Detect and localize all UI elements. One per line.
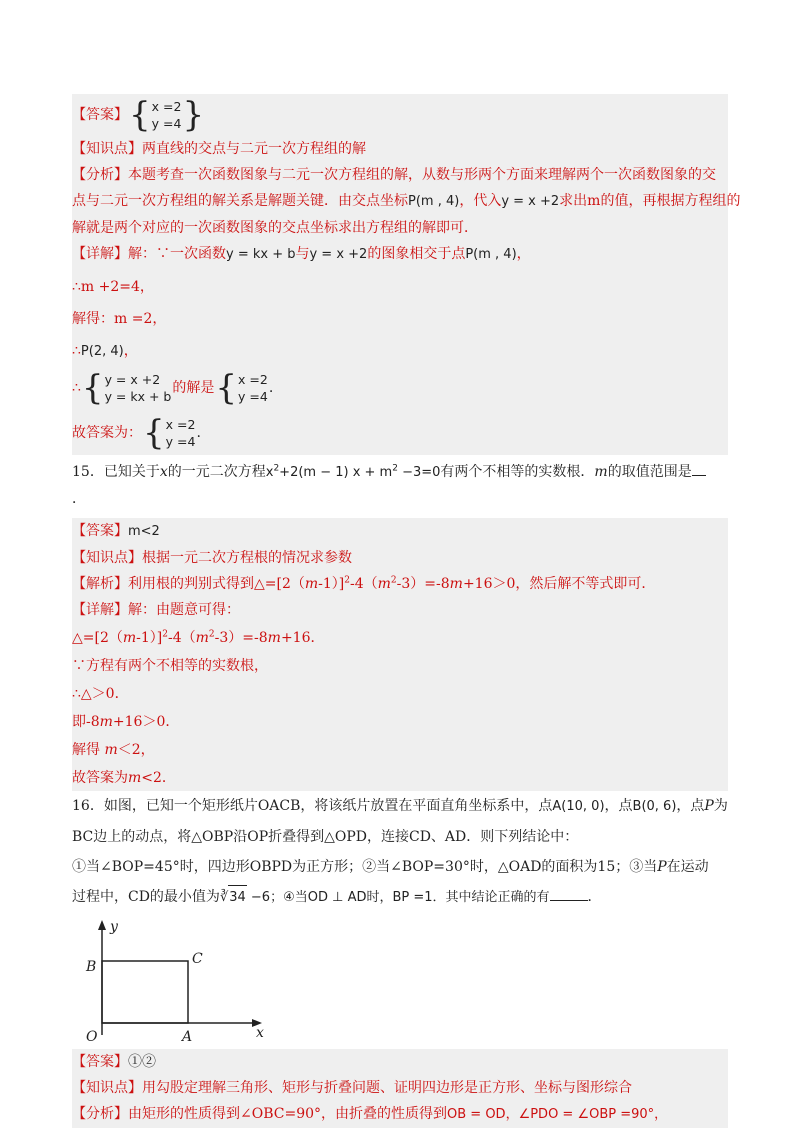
q14-detail-line3 [72, 306, 728, 332]
analysis-text: 由矩形的性质得到∠OBC=90°，由折叠的性质得到 [128, 1106, 448, 1122]
math-expr: −6；④当OD ⊥ AD时，BP =1．其中结论正确的有 [246, 890, 550, 905]
math-expr: y = kx + b [226, 247, 296, 262]
variable: m [449, 576, 463, 592]
variable: m [122, 630, 137, 646]
q16-answer-row [72, 1049, 728, 1075]
figure-svg [72, 917, 292, 1045]
knowledge-label: 【知识点】 [72, 141, 142, 157]
document-page [72, 94, 741, 1128]
detail-text: . [196, 425, 201, 441]
detail-text: <2． [141, 770, 176, 786]
q14-analysis-line2 [72, 188, 741, 215]
detail-text: 与 [295, 246, 310, 262]
rectangle-oacb [102, 961, 188, 1023]
detail-text: 故答案为： [72, 425, 142, 441]
detail-text: +16＞0． [112, 714, 180, 730]
math-expr: P(m , 4) [408, 194, 460, 209]
variable: m [304, 576, 319, 592]
superscript: 2 [392, 463, 398, 474]
q14-detail-line5 [72, 367, 728, 409]
variable: m [195, 630, 209, 646]
detail-text: 即-8 [72, 714, 100, 730]
q14-analysis-line3 [72, 215, 728, 241]
equation [266, 465, 441, 480]
q15-detail-line6 [72, 737, 728, 763]
superscript: 2 [208, 629, 215, 640]
equation-system: { x =2 y =4 } [129, 95, 205, 135]
system-row: y =4 [238, 389, 268, 404]
detail-label: 【详解】 [72, 246, 128, 262]
x-axis-label: x [256, 1025, 264, 1041]
answer-blank [692, 461, 706, 476]
y-axis-label: y [110, 919, 118, 935]
math-expr: x [265, 465, 274, 480]
variable: P [657, 859, 667, 875]
system-row: y = kx + b [104, 389, 172, 404]
q14-solution [72, 94, 741, 455]
superscript: 2 [273, 463, 280, 474]
system-row: y = x +2 [104, 372, 161, 387]
detail-label: 【详解】 [72, 602, 128, 618]
detail-text: △=[2（ [72, 630, 123, 646]
y-axis-arrow [98, 920, 106, 930]
question-text: 16．如图，已知一个矩形纸片OACB，将该纸片放置在平面直角坐标系中，点 [72, 798, 553, 814]
q16-stem-line2 [72, 824, 728, 850]
variable: m [128, 770, 142, 786]
q15-knowledge-row [72, 545, 728, 571]
variable: m [104, 742, 118, 758]
superscript: 2 [344, 575, 350, 586]
math-expr: P(2, 4) [80, 344, 124, 359]
analysis-text: 求出m的值，再根据方程组的 [559, 193, 741, 209]
variable: m [267, 630, 281, 646]
q16-question [72, 793, 728, 1045]
q15-solution [72, 518, 728, 791]
q15-detail-line3 [72, 653, 728, 679]
detail-text: -3）=-8 [214, 630, 268, 646]
analysis-text: -1）] [318, 576, 345, 592]
point-b-label: B [86, 959, 97, 975]
variable: x [159, 464, 168, 480]
analysis-text: -4（ [350, 576, 378, 592]
analysis-label: 【分析】 [72, 167, 128, 183]
q15-detail-line5 [72, 709, 728, 735]
variable: m [99, 714, 113, 730]
math-expr: A(10, 0) [552, 799, 605, 814]
point-a-label: A [182, 1029, 193, 1045]
superscript: 2 [162, 629, 168, 640]
detail-text: ∴m +2=4， [72, 279, 154, 295]
math-expr: y = x +2 [309, 247, 368, 262]
detail-text: ， [516, 246, 531, 262]
q15-analysis-row [72, 571, 728, 597]
system-row: x =2 [165, 417, 196, 432]
point-c-label: C [192, 951, 203, 967]
analysis-text: +16＞0，然后解不等式即可． [462, 576, 656, 592]
question-text: 在运动 [666, 859, 709, 875]
q15-detail-line7 [72, 765, 728, 791]
detail-text: . [268, 380, 274, 396]
superscript: 2 [390, 575, 397, 586]
q14-detail-line2 [72, 274, 728, 300]
question-text: 的取值范围是 [607, 464, 692, 480]
q14-detail-line1 [72, 241, 728, 268]
q14-detail-line6 [72, 411, 728, 455]
equation-system: { x =2 y =4 [143, 413, 196, 453]
variable: m [377, 576, 391, 592]
analysis-label: 【解析】 [72, 576, 128, 592]
square-root: ∛ 34 [220, 885, 247, 910]
knowledge-label: 【知识点】 [72, 550, 142, 566]
knowledge-text: 两直线的交点与二元一次方程组的解 [142, 141, 366, 157]
q15-stem-line2 [72, 486, 728, 512]
question-text: ． [587, 889, 602, 905]
knowledge-text: 根据一元二次方程根的情况求参数 [142, 550, 352, 566]
knowledge-text: 用勾股定理解三角形、矩形与折叠问题、证明四边形是正方形、坐标与图形综合 [142, 1080, 632, 1096]
q16-stem-line4 [72, 884, 728, 911]
q15-question [72, 459, 728, 512]
variable: P [704, 798, 714, 814]
detail-text: 的图象相交于点 [367, 246, 466, 262]
system-row: y =4 [151, 116, 182, 131]
q15-detail-line2 [72, 625, 728, 651]
question-text: 过程中，CD的最小值为 [72, 889, 220, 905]
analysis-text: 点与二元一次方程组的解关系是解题关键．由交点坐标 [72, 193, 408, 209]
analysis-label: 【分析】 [72, 1106, 128, 1122]
detail-text: ∴△＞0． [72, 686, 129, 702]
detail-text: -1）] [136, 630, 163, 646]
analysis-text: 本题考查一次函数图象与二元一次方程组的解，从数与形两个方面来理解两个一次函数图象的交 [128, 167, 716, 183]
q14-detail-line4 [72, 338, 728, 365]
question-text: 的一元二次方程 [167, 464, 266, 480]
answer-text: ①② [128, 1054, 156, 1070]
detail-text: 解得：m =2， [72, 311, 167, 327]
question-text: 为 [713, 798, 728, 814]
q16-analysis-row [72, 1101, 728, 1128]
analysis-text: 利用根的判别式得到△=[2（ [128, 576, 305, 592]
question-text: 15．已知关于 [72, 464, 160, 480]
q16-stem-line3 [72, 854, 728, 880]
detail-text: ， [123, 343, 138, 359]
detail-text: +16． [280, 630, 325, 646]
math-expr: OB = OD，∠PDO = ∠OBP =90°， [447, 1107, 668, 1122]
answer-text: m<2 [128, 524, 160, 539]
math-expr: +2(m − 1) x + m [279, 465, 393, 480]
detail-text: ∵方程有两个不相等的实数根， [72, 658, 268, 674]
detail-text: 解：由题意可得： [128, 602, 240, 618]
detail-text: 的解是 [172, 380, 215, 396]
q14-analysis-line1 [72, 162, 728, 188]
system-row: x =2 [238, 372, 268, 387]
question-text: BC边上的动点，将△OBP沿OP折叠得到△OPD，连接CD、AD．则下列结论中： [72, 829, 579, 845]
equation-system: { y = x +2 y = kx + b [81, 368, 172, 408]
detail-text: 解：∵一次函数 [128, 246, 226, 262]
q16-knowledge-row [72, 1075, 728, 1101]
q15-detail-line1 [72, 597, 728, 623]
q15-stem-line1 [72, 459, 728, 486]
answer-blank [550, 886, 588, 901]
analysis-text: -3）=-8 [396, 576, 450, 592]
point-o-label: O [86, 1029, 98, 1045]
math-expr: y = x +2 [501, 194, 560, 209]
system-row: y =4 [165, 434, 196, 449]
analysis-text: 解就是两个对应的一次函数图象的交点坐标求出方程组的解即可． [72, 220, 478, 236]
q15-detail-line4 [72, 681, 728, 707]
q14-answer-row [72, 94, 728, 136]
equation-system: { x =2 y =4 [215, 368, 268, 408]
q16-solution [72, 1049, 728, 1128]
therefore-symbol: ∴ [72, 380, 81, 396]
question-text: ①当∠BOP=45°时，四边形OBPD为正方形；②当∠BOP=30°时，△OAD的面积为15；③当 [72, 859, 658, 875]
answer-label: 【答案】 [72, 523, 128, 539]
answer-label: 【答案】 [72, 1054, 128, 1070]
question-text: ，点 [676, 798, 705, 814]
knowledge-label: 【知识点】 [72, 1080, 142, 1096]
variable: m [594, 464, 608, 480]
q15-answer-row [72, 518, 728, 545]
answer-label: 【答案】 [72, 107, 128, 123]
math-expr: B(0, 6) [632, 799, 677, 814]
therefore-symbol: ∴ [72, 343, 81, 359]
system-row: x =2 [151, 99, 182, 114]
question-text: ． [72, 491, 86, 507]
detail-text: 解得 [72, 742, 105, 758]
analysis-text: ，代入 [459, 193, 502, 209]
detail-text: ＜2， [117, 742, 155, 758]
math-expr: −3=0 [397, 465, 441, 480]
question-text: 有两个不相等的实数根． [440, 464, 595, 480]
math-expr: P(m , 4) [465, 247, 517, 262]
q14-knowledge-row [72, 136, 728, 162]
detail-text: -4（ [168, 630, 196, 646]
rectangle-coordinate-figure [72, 917, 292, 1045]
detail-text: 故答案为 [72, 770, 128, 786]
question-text: ，点 [604, 798, 633, 814]
radicand: 34 [228, 885, 247, 910]
q16-stem-line1 [72, 793, 728, 820]
